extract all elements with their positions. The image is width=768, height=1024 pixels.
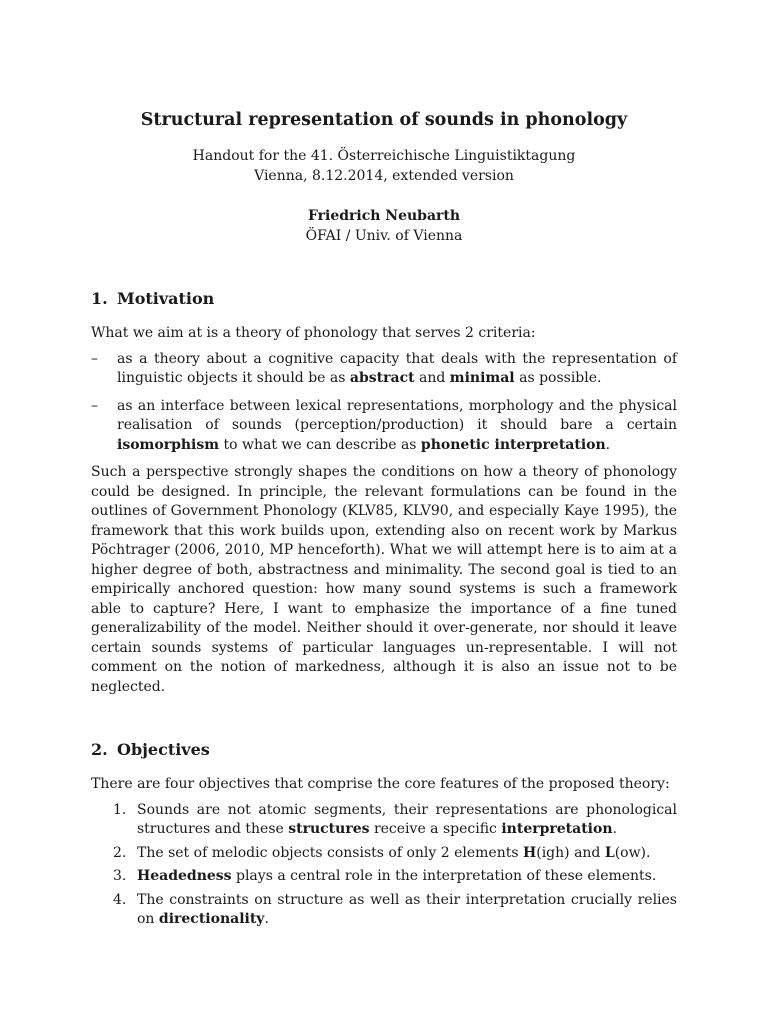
item-emphasis: directionality xyxy=(158,911,265,927)
section-heading-objectives xyxy=(91,739,677,761)
item-emphasis: Headedness xyxy=(137,868,232,884)
item-text: The constraints on structure as well as their interpretation crucially relies on xyxy=(137,891,677,927)
item-text: (igh) and xyxy=(536,844,605,861)
section-number: 1. xyxy=(91,289,108,308)
item-emphasis: isomorphism xyxy=(117,436,220,453)
list-item xyxy=(91,891,677,930)
list-item xyxy=(91,397,677,456)
item-number: 2. xyxy=(113,844,127,861)
item-emphasis: structures xyxy=(288,821,370,837)
section-title: Objectives xyxy=(117,740,210,759)
item-number: 1. xyxy=(113,801,127,818)
item-number: 3. xyxy=(113,868,127,884)
item-text: as possible. xyxy=(514,370,602,386)
item-emphasis: minimal xyxy=(449,370,515,386)
item-text: Sounds are not atomic segments, their representations are phonological structures and these xyxy=(137,801,677,837)
dash-bullet: – xyxy=(91,397,98,414)
item-text: as an interface between lexical representations, morphology and the physical realisation of sounds (perception/production) it should bare a certain xyxy=(117,397,677,433)
item-text: . xyxy=(605,436,611,453)
author-block xyxy=(91,206,677,246)
section-intro: What we aim at is a theory of phonology that serves 2 criteria: xyxy=(91,325,536,341)
item-number: 4. xyxy=(113,891,127,908)
item-text: as a theory about a cognitive capacity that deals with the representation of linguistic objects it should be as xyxy=(117,350,677,386)
section-heading-motivation xyxy=(91,288,677,310)
item-text: and xyxy=(414,370,450,386)
item-emphasis: L xyxy=(604,844,615,861)
subtitle-event: Handout for the 41. Österreichische Linguistiktagung xyxy=(192,148,576,164)
item-text: The set of melodic objects consists of only 2 elements xyxy=(137,844,523,861)
document-title: Structural representation of sounds in phonology xyxy=(140,110,628,130)
item-text: receive a specific xyxy=(369,821,502,837)
item-emphasis: abstract xyxy=(349,370,415,386)
motivation-paragraph: Such a perspective strongly shapes the conditions on how a theory of phonology could be designed. In principle, the relevant formulations can be found in the outlines of Government Phonology (KLV85, KLV90, and especially Kaye 1995), the framework that this work builds upon, extending also on recent work by Markus Pöchtrager (2006, 2010, MP henceforth). What we will attempt here is to aim at a higher degree of both, abstractness and minimality. The second goal is tied to an empirically anchored question: how many sound systems is such a framework able to capture? Here, I want to emphasize the importance of a fine tuned generalizability of the model. Neither should it over-generate, nor should it leave certain sounds systems of particular languages un-representable. I will not comment on the notion of markedness, although it is also an issue not to be neglected. xyxy=(91,464,677,695)
list-item xyxy=(91,350,677,389)
item-text: plays a central role in the interpretation of these elements. xyxy=(231,868,657,884)
list-item xyxy=(91,844,677,864)
header-block xyxy=(91,108,677,246)
item-text: . xyxy=(264,911,269,927)
author-affiliation: ÖFAI / Univ. of Vienna xyxy=(305,228,463,244)
subtitle-date: Vienna, 8.12.2014, extended version xyxy=(254,168,514,184)
item-text: (ow). xyxy=(614,844,651,861)
author-name: Friedrich Neubarth xyxy=(307,208,461,224)
section-intro: There are four objectives that comprise the core features of the proposed theory: xyxy=(91,776,670,792)
criteria-list xyxy=(91,350,677,456)
item-text: . xyxy=(612,821,617,837)
list-item xyxy=(91,801,677,840)
item-emphasis: phonetic interpretation xyxy=(420,436,606,453)
dash-bullet: – xyxy=(91,350,98,367)
list-item xyxy=(91,867,677,887)
document-page xyxy=(91,108,677,934)
section-title: Motivation xyxy=(117,289,215,308)
section-number: 2. xyxy=(91,740,108,759)
item-text: to what we can describe as xyxy=(219,436,421,453)
item-emphasis: interpretation xyxy=(501,821,613,837)
objectives-list xyxy=(91,801,677,930)
item-emphasis: H xyxy=(523,844,537,861)
